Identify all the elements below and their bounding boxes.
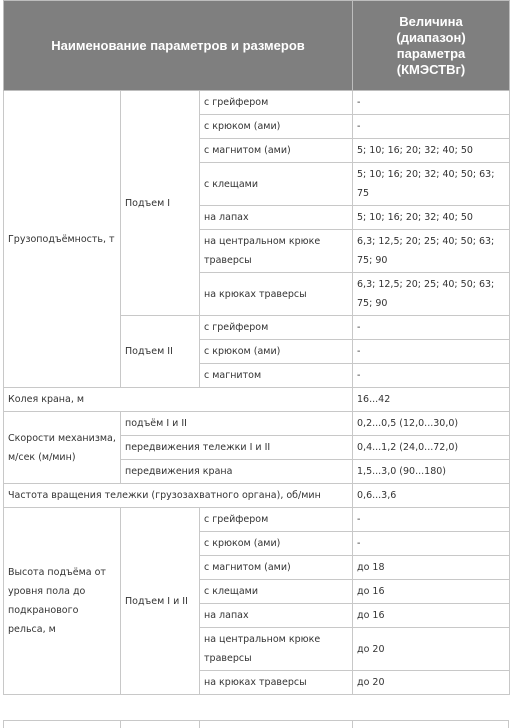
cell-item: с грейфером bbox=[200, 91, 353, 115]
cell-item: с клещами bbox=[200, 580, 353, 604]
cell-item: с грейфером bbox=[200, 316, 353, 340]
cell-item: с крюком (ами) bbox=[200, 115, 353, 139]
cell-value: до 20 bbox=[353, 671, 510, 695]
cell-value: - bbox=[353, 316, 510, 340]
cell-value: 0,4...1,2 (24,0...72,0) bbox=[353, 436, 510, 460]
cell-item: на лапах bbox=[200, 604, 353, 628]
speeds-label: Скорости механизма, м/сек (м/мин) bbox=[4, 412, 121, 484]
cell-value: 5; 10; 16; 20; 32; 40; 50 bbox=[353, 206, 510, 230]
cell-value: до 18 bbox=[353, 556, 510, 580]
table-row bbox=[4, 508, 510, 532]
cell-value: до 20 bbox=[353, 628, 510, 671]
cell-item: подъём I и II bbox=[121, 412, 353, 436]
cell-value: 5; 10; 16; 20; 32; 40; 50 bbox=[353, 139, 510, 163]
cell-item: с грейфером bbox=[200, 508, 353, 532]
gauge-label: Колея крана, м bbox=[4, 388, 353, 412]
cell-item: на центральном крюке траверсы bbox=[200, 230, 353, 273]
cell-value: 6,3; 12,5; 20; 25; 40; 50; 63; 75; 90 bbox=[353, 230, 510, 273]
cell-value: - bbox=[353, 364, 510, 388]
rotation-value: 0,6...3,6 bbox=[353, 484, 510, 508]
parameters-table bbox=[3, 0, 510, 695]
height-label: Высота подъёма от уровня пола до подкранового рельса, м bbox=[4, 508, 121, 695]
header-row bbox=[4, 1, 510, 91]
table-row bbox=[4, 484, 510, 508]
cell-value: до 16 bbox=[353, 604, 510, 628]
height-lift-label: Подъем I и II bbox=[121, 508, 200, 695]
table-row bbox=[4, 412, 510, 436]
rotation-label: Частота вращения тележки (грузозахватного органа), об/мин bbox=[4, 484, 353, 508]
header-name: Наименование параметров и размеров bbox=[4, 1, 353, 91]
lift1-label: Подъем I bbox=[121, 91, 200, 316]
capacity-label: Грузоподъёмность, т bbox=[4, 91, 121, 388]
cell-value: - bbox=[353, 340, 510, 364]
table-row bbox=[4, 388, 510, 412]
cell-item: на крюках траверсы bbox=[200, 273, 353, 316]
cell-value: 6,3; 12,5; 20; 25; 40; 50; 63; 75; 90 bbox=[353, 273, 510, 316]
lift2-label: Подъем II bbox=[121, 316, 200, 388]
table-row bbox=[4, 91, 510, 115]
cell-value: - bbox=[353, 91, 510, 115]
cell-value: 5; 10; 16; 20; 32; 40; 50; 63; 75 bbox=[353, 163, 510, 206]
cell-item: с крюком (ами) bbox=[200, 340, 353, 364]
cell-item: на лапах bbox=[200, 206, 353, 230]
cell-item: с крюком (ами) bbox=[200, 532, 353, 556]
cell-value: 0,2...0,5 (12,0...30,0) bbox=[353, 412, 510, 436]
gauge-value: 16...42 bbox=[353, 388, 510, 412]
cell-value: до 16 bbox=[353, 580, 510, 604]
cell-value: - bbox=[353, 115, 510, 139]
cell-value: - bbox=[353, 508, 510, 532]
cell-value: - bbox=[353, 532, 510, 556]
cell-item: передвижения тележки I и II bbox=[121, 436, 353, 460]
cell-item: на крюках траверсы bbox=[200, 671, 353, 695]
cell-item: с магнитом (ами) bbox=[200, 556, 353, 580]
cell-item: на центральном крюке траверсы bbox=[200, 628, 353, 671]
cell-item: с клещами bbox=[200, 163, 353, 206]
cell-item: передвижения крана bbox=[121, 460, 353, 484]
header-value: Величина (диапазон) параметра (КМЭСТВг) bbox=[353, 1, 510, 91]
cell-item: с магнитом (ами) bbox=[200, 139, 353, 163]
cell-value: 1,5...3,0 (90...180) bbox=[353, 460, 510, 484]
cell-item: с магнитом bbox=[200, 364, 353, 388]
